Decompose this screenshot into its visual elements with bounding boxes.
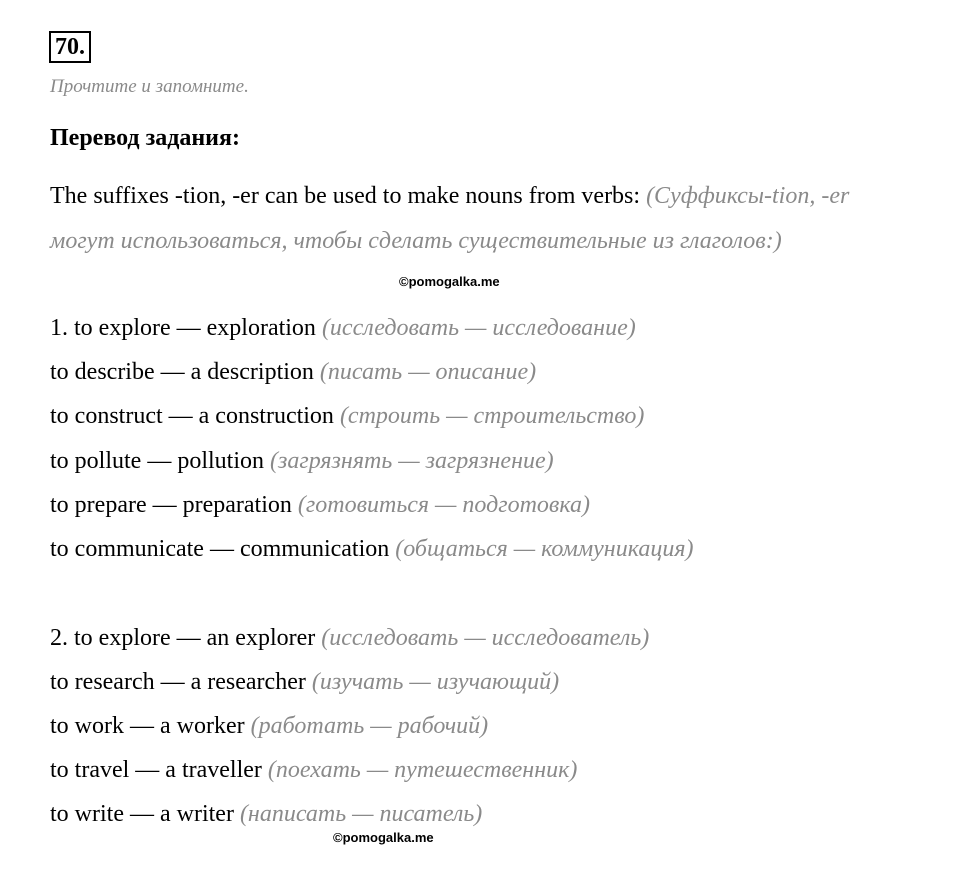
word-pair: to describe — a description (50, 359, 314, 385)
word-pair-translation: (строить — строительство) (339, 403, 645, 429)
list-item (50, 313, 636, 343)
word-pair: 2. to explore — an explorer (50, 625, 316, 651)
translation-heading: Перевод задания: (50, 125, 240, 151)
list-item (50, 534, 693, 564)
word-pair-translation: (исследовать — исследование) (321, 315, 636, 341)
word-pair: to write — a writer (50, 801, 234, 827)
word-pair-translation: (исследовать — исследователь) (321, 625, 650, 651)
intro-translation: (Суффиксы-tion, -er могут использоваться, чтобы сделать существительные из глаголов:) (50, 183, 850, 254)
word-pair-translation: (загрязнять — загрязнение) (270, 448, 554, 474)
exercise-number: 70. (49, 31, 91, 63)
list-item (50, 446, 554, 476)
word-pair-translation: (общаться — коммуникация) (395, 536, 694, 562)
instruction-text: Прочтите и запомните. (50, 76, 249, 97)
word-pair: to pollute — pollution (50, 448, 264, 474)
word-pair: to communicate — communication (50, 536, 390, 562)
word-pair: to research — a researcher (50, 669, 306, 695)
list-item (50, 667, 559, 697)
word-pair: to prepare — preparation (50, 492, 292, 518)
watermark: ©pomogalka.me (333, 830, 434, 845)
word-pair-translation: (написать — писатель) (239, 801, 483, 827)
list-item (50, 401, 644, 431)
word-pair-translation: (писать — описание) (319, 359, 537, 385)
list-item (50, 799, 482, 829)
word-pair-translation: (готовиться — подготовка) (297, 492, 590, 518)
list-item (50, 357, 536, 387)
list-item (50, 755, 577, 785)
list-item (50, 490, 590, 520)
word-pair-translation: (поехать — путешественник) (267, 757, 578, 783)
intro-text: The suffixes -tion, -er can be used to make nouns from verbs: (50, 183, 647, 209)
list-item (50, 623, 649, 653)
watermark: ©pomogalka.me (399, 274, 500, 289)
word-pair: to work — a worker (50, 713, 245, 739)
word-pair: 1. to explore — exploration (50, 315, 316, 341)
word-pair-translation: (изучать — изучающий) (311, 669, 560, 695)
list-item (50, 711, 488, 741)
word-pair-translation: (работать — рабочий) (250, 713, 489, 739)
word-pair: to travel — a traveller (50, 757, 262, 783)
intro-paragraph (50, 174, 900, 264)
word-pair: to construct — a construction (50, 403, 334, 429)
